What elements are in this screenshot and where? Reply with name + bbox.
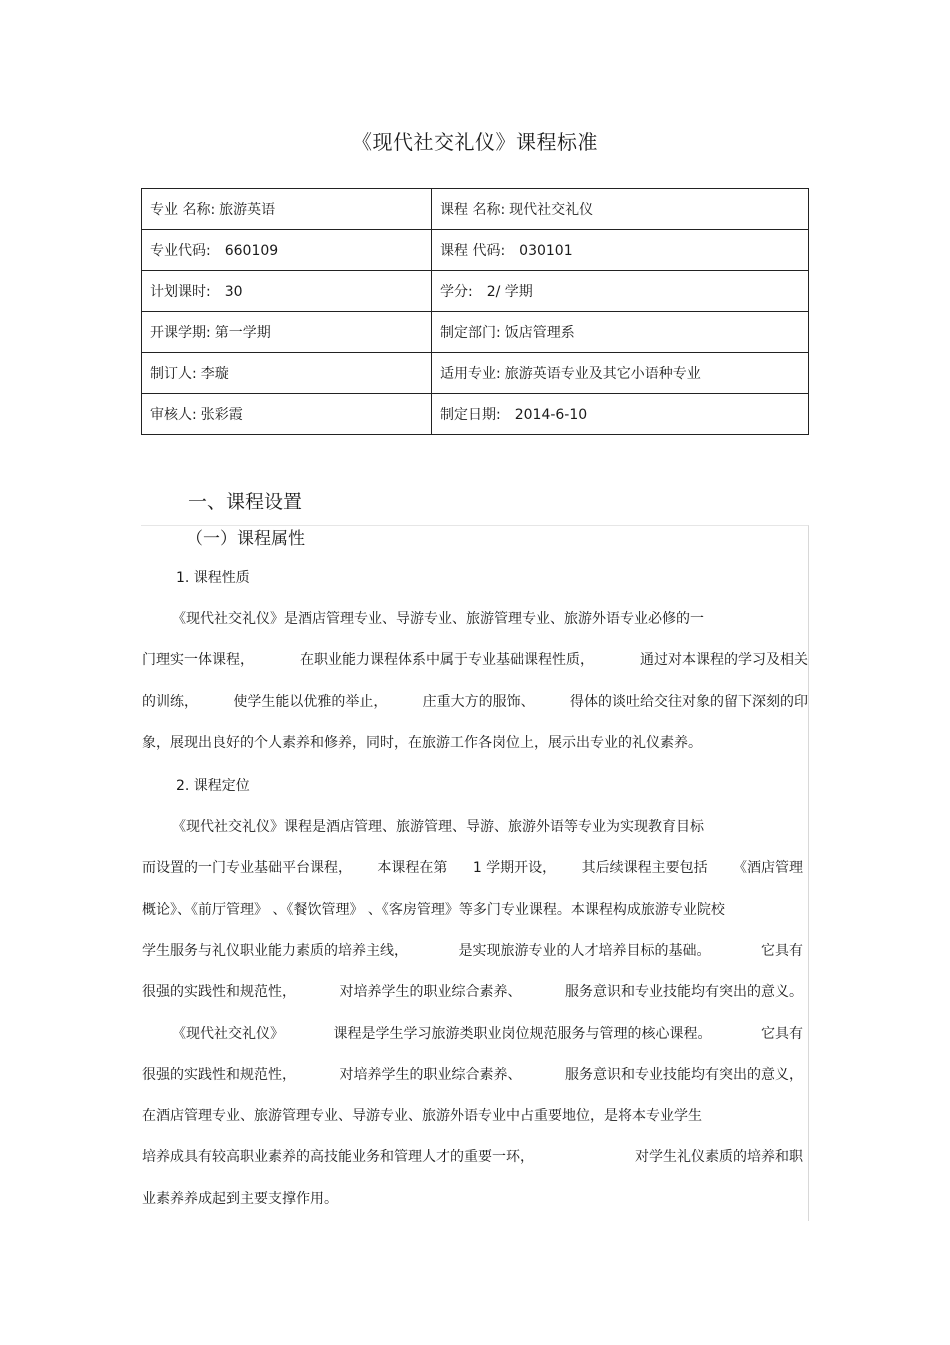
info-value: 李璇 <box>200 366 229 382</box>
line-segment: 对培养学生的职业综合素养、 <box>339 984 522 1001</box>
info-row <box>142 230 809 271</box>
document-title: 《现代社交礼仪》课程标准 <box>352 130 598 154</box>
info-label: 计划课时: <box>150 284 211 300</box>
line-segment: 它具有 <box>761 1025 803 1042</box>
course-info-table <box>141 188 809 435</box>
paragraph-line: 《现代社交礼仪》是酒店管理专业、导游专业、旅游管理专业、旅游外语专业必修的一 <box>172 611 704 627</box>
line-segment: 服务意识和专业技能均有突出的意义， <box>565 1066 803 1083</box>
info-value: 030101 <box>519 243 573 259</box>
line-segment: 培养成具有较高职业素养的高技能业务和管理人才的重要一环， <box>142 1149 534 1166</box>
info-value: 30 <box>224 284 243 300</box>
info-label: 课程 名称: <box>440 202 506 218</box>
paragraph-line <box>142 649 808 669</box>
paragraph-line <box>142 691 808 711</box>
info-cell-left <box>142 189 432 230</box>
line-segment: 而设置的一门专业基础平台课程， <box>142 860 352 877</box>
line-segment: 很强的实践性和规范性， <box>142 984 296 1001</box>
info-value: 2/ 学期 <box>486 284 533 300</box>
info-label: 课程 代码: <box>440 243 506 259</box>
info-value: 660109 <box>224 243 279 259</box>
paragraph-line: 象，展现出良好的个人素养和修养，同时，在旅游工作各岗位上，展示出专业的礼仪素养。 <box>142 734 702 751</box>
info-cell-right <box>432 230 809 271</box>
info-cell-left <box>142 353 432 394</box>
line-segment: 《酒店管理 <box>732 860 803 877</box>
line-segment: 学生服务与礼仪职业能力素质的培养主线， <box>142 942 408 959</box>
info-cell-left <box>142 312 432 353</box>
paragraph-line <box>172 1023 803 1043</box>
line-segment: 服务意识和专业技能均有突出的意义。 <box>565 984 803 1001</box>
subsection-heading: （一）课程属性 <box>186 529 305 549</box>
line-segment: 的训练， <box>142 693 198 710</box>
paragraph-line: 在酒店管理专业、旅游管理专业、导游专业、旅游外语专业中占重要地位，是将本专业学生 <box>142 1108 702 1125</box>
info-cell-right <box>432 271 809 312</box>
line-segment: 对培养学生的职业综合素养、 <box>339 1066 522 1083</box>
info-label: 专业代码: <box>150 243 211 259</box>
paragraph-line: 业素养养成起到主要支撑作用。 <box>142 1190 338 1207</box>
info-value: 2014-6-10 <box>514 407 588 423</box>
info-value: 第一学期 <box>214 325 271 341</box>
line-segment: 通过对本课程的学习及相关 <box>640 652 808 669</box>
line-segment: 门理实一体课程， <box>142 652 254 669</box>
line-segment: 是实现旅游专业的人才培养目标的基础。 <box>458 942 711 959</box>
line-segment: 对学生礼仪素质的培养和职 <box>635 1149 803 1166</box>
line-segment: 其后续课程主要包括 <box>581 860 708 877</box>
section-heading: 一、课程设置 <box>188 491 303 513</box>
paragraph-line <box>142 981 803 1001</box>
paragraph-line: 概论》、《前厅管理》 、《餐饮管理》 、《客房管理》等多门专业课程。本课程构成旅游专业院校 <box>142 901 725 918</box>
line-segment: 《现代社交礼仪》 <box>172 1025 284 1042</box>
info-value: 饭店管理系 <box>504 325 575 341</box>
info-label: 审核人: <box>150 407 197 423</box>
info-label: 制定日期: <box>440 407 501 423</box>
info-row <box>142 394 809 435</box>
info-row <box>142 353 809 394</box>
info-label: 开课学期: <box>150 325 211 341</box>
info-cell-left <box>142 394 432 435</box>
info-cell-left <box>142 230 432 271</box>
item-title-course-positioning: 2. 课程定位 <box>176 778 250 794</box>
line-segment: 很强的实践性和规范性， <box>142 1066 296 1083</box>
info-value: 旅游英语 <box>219 202 276 218</box>
line-segment: 课程是学生学习旅游类职业岗位规范服务与管理的核心课程。 <box>333 1025 712 1042</box>
line-segment: 庄重大方的服饰、 <box>422 693 535 710</box>
item-title-course-nature: 1. 课程性质 <box>176 570 250 586</box>
line-segment: 它具有 <box>761 942 803 959</box>
paragraph-line <box>142 940 803 960</box>
info-row <box>142 312 809 353</box>
info-cell-left <box>142 271 432 312</box>
info-label: 适用专业: <box>440 366 501 382</box>
info-label: 学分: <box>440 284 473 300</box>
info-label: 制订人: <box>150 366 197 382</box>
info-value: 现代社交礼仪 <box>509 202 594 218</box>
info-cell-right <box>432 394 809 435</box>
info-row <box>142 189 809 230</box>
paragraph-line: 《现代社交礼仪》课程是酒店管理、旅游管理、导游、旅游外语等专业为实现教育目标 <box>172 819 704 835</box>
info-cell-right <box>432 353 809 394</box>
info-label: 制定部门: <box>440 325 501 341</box>
paragraph-line <box>142 1064 803 1084</box>
paragraph-line <box>142 857 803 877</box>
info-cell-right <box>432 189 809 230</box>
line-segment: 在职业能力课程体系中属于专业基础课程性质， <box>300 652 594 669</box>
info-label: 专业 名称: <box>150 202 216 218</box>
line-segment: 本课程在第 <box>377 860 448 877</box>
line-segment: 使学生能以优雅的举止， <box>233 693 388 710</box>
info-value: 张彩霞 <box>200 407 243 423</box>
paragraph-line <box>142 1146 803 1166</box>
info-value: 旅游英语专业及其它小语种专业 <box>504 366 701 382</box>
info-cell-right <box>432 312 809 353</box>
info-row <box>142 271 809 312</box>
line-segment: 得体的谈吐给交往对象的留下深刻的印 <box>569 693 808 710</box>
line-segment: 1 学期开设， <box>472 860 557 877</box>
